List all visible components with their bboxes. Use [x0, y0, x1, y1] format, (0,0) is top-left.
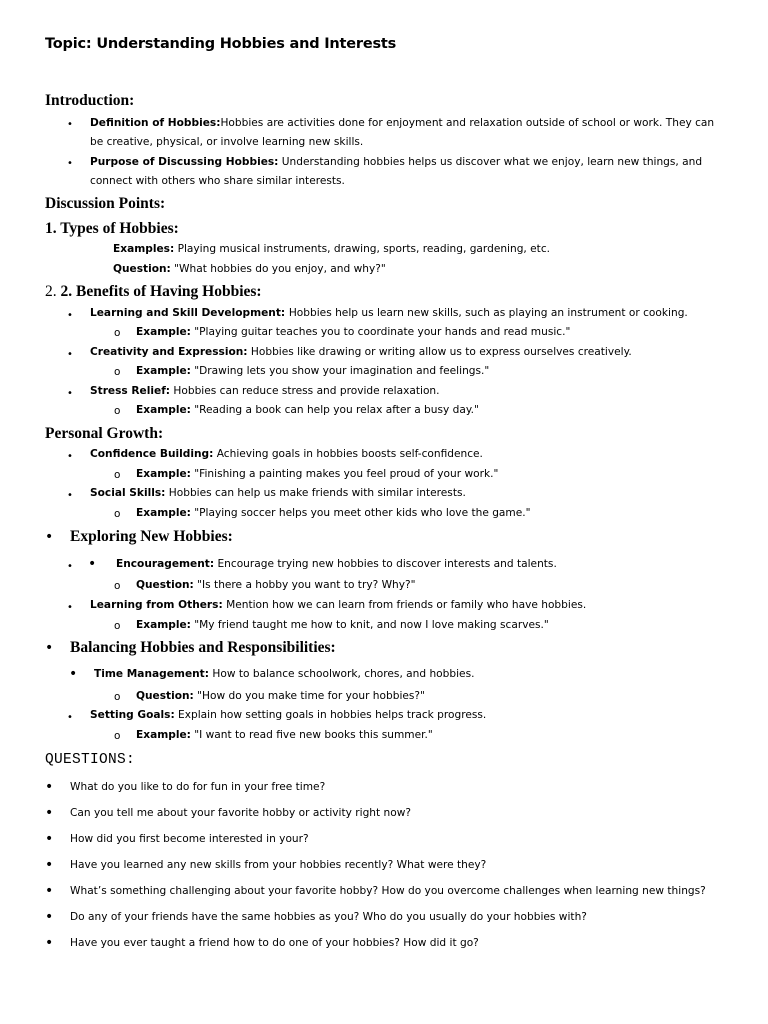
bullet-icon: •	[67, 158, 73, 169]
bullet-icon: •	[67, 310, 73, 321]
balancing-item-goals: Setting Goals: Explain how setting goals in hobbies helps track progress.	[90, 709, 487, 721]
types-heading: 1. Types of Hobbies:	[45, 220, 179, 237]
circle-bullet-icon: o	[114, 580, 121, 592]
types-question: Question: "What hobbies do you enjoy, and why?"	[113, 263, 386, 275]
intro-item-purpose-cont: connect with others who share similar interests.	[90, 175, 345, 187]
bullet-icon: •	[67, 561, 73, 572]
exploring-item-encouragement: Encouragement: Encourage trying new hobbies to discover interests and talents.	[116, 558, 557, 570]
intro-item-definition-cont: be creative, physical, or involve learning new skills.	[90, 136, 364, 148]
question-item: Do any of your friends have the same hobbies as you? Who do you usually do your hobbies with?	[70, 911, 587, 923]
bullet-icon: •	[67, 349, 73, 360]
exploring-question-encouragement: Question: "Is there a hobby you want to try? Why?"	[136, 579, 416, 591]
balancing-example-goals: Example: "I want to read five new books this summer."	[136, 729, 433, 741]
benefit-example-creativity: Example: "Drawing lets you show your imagination and feelings."	[136, 365, 490, 377]
bullet-icon: •	[67, 602, 73, 613]
types-examples: Examples: Playing musical instruments, drawing, sports, reading, gardening, etc.	[113, 243, 551, 255]
balancing-heading: Balancing Hobbies and Responsibilities:	[70, 639, 336, 656]
circle-bullet-icon: o	[114, 508, 121, 520]
circle-bullet-icon: o	[114, 730, 121, 742]
question-item: What do you like to do for fun in your free time?	[70, 781, 326, 793]
balancing-item-time: Time Management: How to balance schoolwork, chores, and hobbies.	[94, 668, 475, 680]
benefit-example-skill: Example: "Playing guitar teaches you to coordinate your hands and read music."	[136, 326, 571, 338]
benefit-item-creativity: Creativity and Expression: Hobbies like drawing or writing allow us to express ourselves creatively.	[90, 346, 632, 358]
exploring-heading: Exploring New Hobbies:	[70, 528, 233, 545]
bullet-icon: •	[45, 529, 54, 545]
discussion-heading: Discussion Points:	[45, 195, 166, 212]
growth-example-confidence: Example: "Finishing a painting makes you feel proud of your work."	[136, 468, 499, 480]
bullet-icon: •	[69, 666, 78, 682]
question-item: Can you tell me about your favorite hobby or activity right now?	[70, 807, 412, 819]
benefit-item-stress: Stress Relief: Hobbies can reduce stress and provide relaxation.	[90, 385, 440, 397]
circle-bullet-icon: o	[114, 366, 121, 378]
exploring-example-learning: Example: "My friend taught me how to knit, and now I love making scarves."	[136, 619, 549, 631]
bullet-icon: •	[45, 779, 54, 795]
circle-bullet-icon: o	[114, 405, 121, 417]
benefits-heading: 2. 2. Benefits of Having Hobbies:	[45, 283, 262, 300]
balancing-question-time: Question: "How do you make time for your hobbies?"	[136, 690, 425, 702]
introduction-heading: Introduction:	[45, 92, 135, 109]
questions-heading: QUESTIONS:	[45, 752, 136, 768]
bullet-icon: •	[45, 805, 54, 821]
growth-item-social: Social Skills: Hobbies can help us make friends with similar interests.	[90, 487, 466, 499]
question-item: What’s something challenging about your favorite hobby? How do you overcome challenges when learning new things?	[70, 885, 706, 897]
growth-heading: Personal Growth:	[45, 425, 164, 442]
bullet-icon: •	[88, 556, 97, 572]
exploring-item-learning: Learning from Others: Mention how we can learn from friends or family who have hobbies.	[90, 599, 587, 611]
bullet-icon: •	[67, 451, 73, 462]
circle-bullet-icon: o	[114, 691, 121, 703]
bullet-icon: •	[67, 490, 73, 501]
bullet-icon: •	[45, 883, 54, 899]
circle-bullet-icon: o	[114, 469, 121, 481]
question-item: Have you learned any new skills from your hobbies recently? What were they?	[70, 859, 487, 871]
question-item: How did you first become interested in your?	[70, 833, 309, 845]
bullet-icon: •	[45, 640, 54, 656]
benefit-example-stress: Example: "Reading a book can help you relax after a busy day."	[136, 404, 479, 416]
page-title: Topic: Understanding Hobbies and Interests	[45, 36, 397, 52]
intro-item-definition: Definition of Hobbies:Hobbies are activities done for enjoyment and relaxation outside of school or work. They can	[90, 117, 715, 129]
bullet-icon: •	[45, 857, 54, 873]
intro-item-purpose: Purpose of Discussing Hobbies: Understanding hobbies helps us discover what we enjoy, learn new things, and	[90, 156, 703, 168]
question-item: Have you ever taught a friend how to do one of your hobbies? How did it go?	[70, 937, 479, 949]
benefit-item-skill: Learning and Skill Development: Hobbies help us learn new skills, such as playing an instrument or cooking.	[90, 307, 688, 319]
bullet-icon: •	[67, 119, 73, 130]
bullet-icon: •	[67, 712, 73, 723]
bullet-icon: •	[45, 831, 54, 847]
bullet-icon: •	[45, 935, 54, 951]
growth-example-social: Example: "Playing soccer helps you meet other kids who love the game."	[136, 507, 531, 519]
bullet-icon: •	[67, 388, 73, 399]
bullet-icon: •	[45, 909, 54, 925]
growth-item-confidence: Confidence Building: Achieving goals in hobbies boosts self-confidence.	[90, 448, 483, 460]
circle-bullet-icon: o	[114, 327, 121, 339]
circle-bullet-icon: o	[114, 620, 121, 632]
